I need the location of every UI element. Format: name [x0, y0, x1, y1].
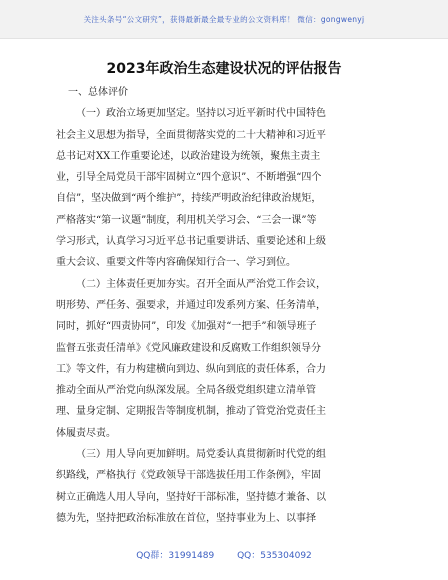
document-body — [56, 82, 394, 529]
paragraph-line: 业，引导全局党员干部牢固树立“四个意识”、不断增强“四个 — [56, 172, 322, 184]
paragraph-line: 工》等文件，有力构建横向到边、纵向到底的责任体系，合力 — [56, 363, 326, 375]
paragraph-line: 自信”，坚决做到“两个维护”，持续严明政治纪律政治规矩， — [56, 193, 322, 205]
section-heading: 一、总体评价 — [68, 87, 128, 98]
promo-banner — [0, 0, 448, 39]
paragraph-line: 理、量身定制、定期报告等制度机制，推动了管党治党责任主 — [56, 406, 326, 418]
document-title: 2023年政治生态建设状况的评估报告 — [106, 61, 342, 77]
paragraph-line: 重大会议、重要文件等内容确保知行合一、学习到位。 — [56, 257, 296, 269]
paragraph-line: 学习形式，认真学习习近平总书记重要讲话、重要论述和上级 — [56, 236, 326, 248]
paragraph-line: 严格落实“第一议题”制度，利用机关学习会、“三会一课”等 — [56, 214, 317, 226]
paragraph-line: （三）用人导向更加鲜明。局党委认真贯彻新时代党的组 — [76, 449, 326, 461]
paragraph-line: 推动全面从严治党向纵深发展。全局各级党组织建立清单管 — [56, 385, 316, 397]
paragraph-line: 织路线，严格执行《党政领导干部选拔任用工作条例》，牢固 — [56, 470, 321, 482]
paragraph-line: 体履责尽责。 — [56, 427, 116, 439]
paragraph-line: （一）政治立场更加坚定。坚持以习近平新时代中国特色 — [76, 108, 326, 120]
paragraph-line: 同时，抓好“四责协同”，印发《加强对“一把手”和领导班子 — [56, 321, 317, 333]
promo-banner-text: 关注头条号“公文研究”，获得最新最全最专业的公文资料库！ 微信：gongwenyj — [83, 14, 365, 24]
qq-group-contact: QQ群：31991489 — [136, 551, 215, 561]
paragraph-line: （二）主体责任更加夯实。召开全面从严治党工作会议， — [76, 278, 326, 290]
paragraph-line: 总书记对XX工作重要论述，以政治建设为统领，聚焦主责主 — [56, 150, 321, 162]
paragraph-line: 明形势、严任务、强要求，并通过印发系列方案、任务清单， — [56, 299, 326, 311]
paragraph-line: 德为先，坚持把政治标准放在首位，坚持事业为上、以事择 — [56, 512, 316, 524]
paragraph-line: 监督五张责任清单》《党风廉政建设和反腐败工作组织领导分 — [56, 342, 321, 354]
contact-footer — [0, 548, 448, 561]
paragraph-line: 树立正确选人用人导向，坚持好干部标准，坚持德才兼备、以 — [56, 491, 326, 503]
paragraph-line: 社会主义思想为指导，全面贯彻落实党的二十大精神和习近平 — [56, 129, 326, 141]
qq-contact: QQ：535304092 — [237, 551, 312, 561]
